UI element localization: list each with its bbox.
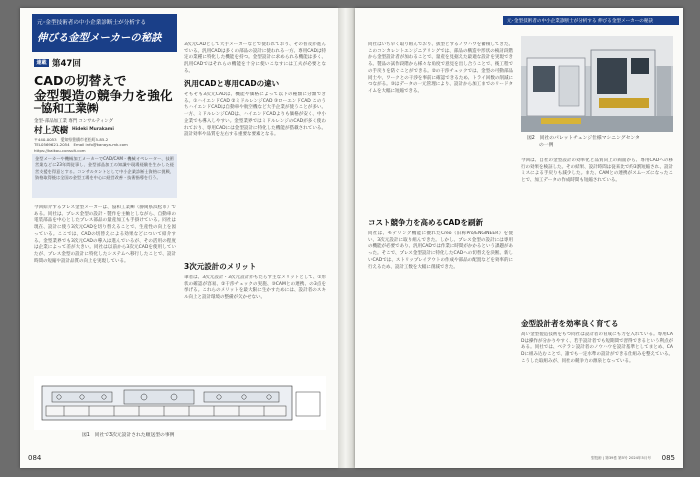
right-body-column-1-bottom: 同社は、モデリング機能に優れたCreo（旧称Pro/ENGINEER）を使い、3次元設計に取り組んできた。しかし、プレス金型の設計には専用の機能が必要であり、汎用CADでは作業に時間がかかるという課題があった。そこで、プレス金型設計に特化したCADへの切替えを決断。新しいCADでは、ストリップレイアウトの作成や部品の配置などを効率的に行えるため、設計工数を大幅に削減できた。 [368, 231, 513, 270]
right-body-column-2-bottom: 高い金型製造技術をもつ同社は設計者の育成にも力を入れている。専用CADは操作が分かりやすく、若手設計者でも短期間で習得できるという利点がある。同社では、ベテラン設計者のノウハウを設計基準としてまとめ、CADに組み込むことで、誰でも一定水準の設計ができる仕組みを整えている。こうした取組みが、同社の競争力の源泉となっている。 [521, 332, 673, 364]
series-kicker: 元･金型技術者の中小企業診断士が分析する [37, 20, 147, 26]
series-title-block [32, 14, 177, 52]
series-tag: 連載 [34, 59, 49, 67]
figure-2-caption-line: の一例 [539, 142, 554, 148]
series-title: 伸びる金型メーカーの秘訣 [37, 32, 162, 44]
headline-line-2: 金型製造の競争力を強化 [34, 88, 173, 103]
figure-1-caption: 図1 同社で3次元設計された順送型の事例 [82, 433, 175, 438]
figure-2-caption [527, 136, 640, 150]
author-bio-box [32, 154, 177, 198]
author-contact-line: 〒440-0053 愛知県豊橋市老松町5-85-2 [34, 137, 109, 142]
header-strip-text: 元･金型技術者の中小企業診断士が分析する 伸びる金型メーカーの秘訣 [507, 18, 654, 24]
right-body-column-1-top: 同社はいち早く取り組んでおり、抜型とするノウハウを蓄積してきた。このコンカレントエンジニアリングでは、部品の構造や形状の検討段階から金型設計者が加わることで、量産を見据えた最適な設計を実現できる。製品の試作段階から様々な角度で意見を出し合うことで、後工程での手戻りを防ぐことができる。②の干渉チェックでは、金型の可動部品同士や、ワークとの干渉を事前に確認できるため、トライ回数の削減につながる。③はデータの一元管理により、設計から加工までのリードタイムを大幅に短縮できる。 [368, 42, 513, 94]
right-footer-info: 型技術 | 第39巻 第5号 2024年5月号 [590, 456, 651, 460]
body-column-1: 今回紹介するプレス金型メーカーは、協和工業㈱（静岡県浜松市）である。同社は、プレス金型の設計・製作を主軸としながら、自動車の電装部品を中心としたプレス部品の量産加工も手掛けている。同社は現在、設計に使う3次元CADを切り替えることで、生産性の向上を図っている。ここでは、CADの切替えによる効果などについて紹介する。金型業界でも3次元CADの導入は進んでいるが、その活用の程度は企業によって差が大きい。同社は以前から3次元CADを使用していたが、プレス金型の設計に特化したシステムへ移行したことで、設計時間の短縮や設計品質の向上を実現している。 [34, 205, 176, 264]
left-page-number: 084 [28, 454, 42, 462]
body-column-2-bottom: 筆者は、3次元設計・3次元設計がもたらす主なメリットとして、①形状の確認が容易、②干渉チェックの実施、③CAMとの連携、の3点を挙げる。これらのメリットを最大限に生かすためには、設計者のスキル向上と設計環境の整備が欠かせない。 [184, 275, 326, 301]
page-gutter [338, 8, 355, 468]
author-affiliation: 金型･部品加工業 専門 コンサルティング [34, 119, 113, 124]
subheadline: ─協和工業㈱ [34, 101, 99, 115]
left-page [20, 8, 338, 468]
subheading-designer-training: 金型設計者を効率良く育てる [521, 319, 619, 328]
body-column-2-mid: そもそも3次元CADは、機能や価格によって以下の種類に分類できる。①ハイエンドCAD ②ミドルレンジCAD ③ローエンドCAD このうちハイエンドCADは自動車や航空機など大手企業が使うことが多い。一方、ミドルレンジCADは、ハイエンドCADよりも価格が安く、中小企業でも導入しやすい。金型業界ではミドルレンジのCADが多く使われており、専用CADには金型設計に特化した機能が搭載されている。設計効率や品質を左右する重要な要素となる。 [184, 92, 326, 138]
subheading-3d-merits: 3次元設計のメリット [184, 262, 257, 271]
right-page-number: 085 [661, 454, 675, 462]
figure-2-machining-center-photo [521, 36, 673, 132]
author-name-roman: Hideki Murakami [72, 127, 114, 132]
author-bio: 金型メーカーや機械加工メーカーでCAD/CAM・機械オペレーター、技術営業などに23年間従事し、金型部品加工の知識や現場経験を生かした経営支援を得意とする。コンサルタントとして中小企業診断士資格に挑戦、資格取得後は全国の金型工場を中心に経営改善・技術指導を行う。 [35, 156, 174, 181]
figure-2-caption-line: 図2 同社のパレットチェンジ仕様マシニングセンタ [527, 136, 640, 141]
figure-1-progressive-die [34, 376, 326, 430]
author-contact-line: https://kaikou-consult.com [34, 147, 86, 153]
issue-number: 第47回 [52, 59, 81, 69]
subheading-cad-types: 汎用CADと専用CADの違い [184, 79, 280, 88]
body-column-2-top: 3次元CADとして大手メーカーなどで使われており、その普及が進んでいる。汎用CADは多くの部品の設計に使われる一方、専用CADは特定の業種に特化した機能を持つ。金型設計に求められる機能は多く、汎用CADではそれらの機能を十分に使いこなすには工夫が必要となる。 [184, 42, 326, 74]
right-body-column-2-top: 今回は、自社の金型設計の効率化と品質向上の両面から、専用CADへの移行の効果を検証した。その結果、設計時間は従来比で約3割短縮され、設計ミスによる手戻りも減少した。また、CAMとの連携がスムーズになったことで、加工データの作成時間も短縮されている。 [521, 158, 673, 184]
author-name: 村上英樹 [34, 126, 69, 136]
right-page [355, 8, 683, 468]
subheading-cad-renewal: コスト競争力を高めるCADを刷新 [368, 218, 484, 227]
author-contact-line: TEL0569621-2054 Email info@kanaya-mk.com [34, 142, 128, 148]
header-strip [503, 16, 679, 25]
author-contact [34, 137, 128, 153]
headline-line-1: CADの切替えで [34, 73, 127, 88]
